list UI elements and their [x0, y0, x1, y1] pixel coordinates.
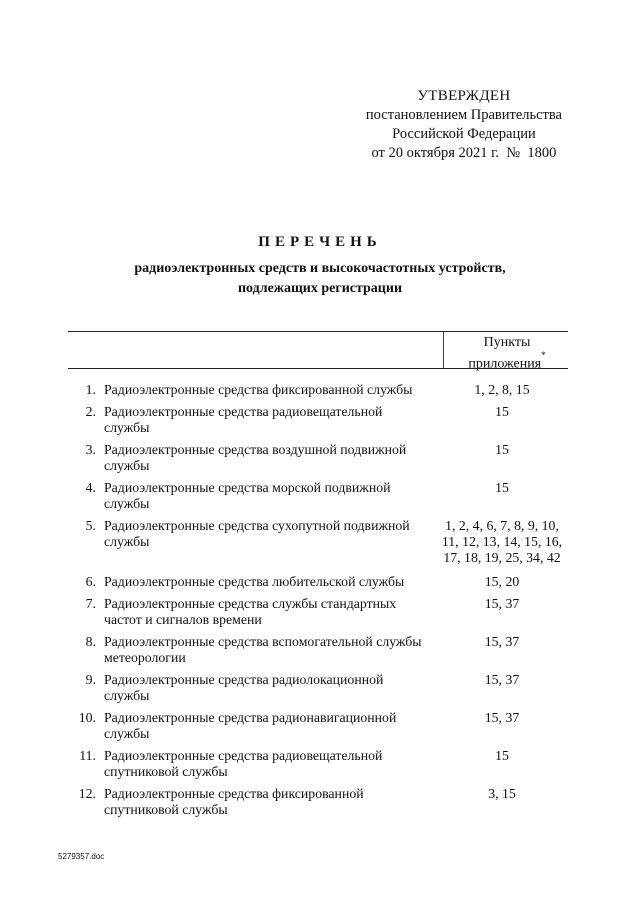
row-text: Радиоэлектронные средства вспомогательной службы метеорологии — [104, 634, 422, 665]
subtitle-line-1: радиоэлектронных средств и высокочастотных устройств, — [134, 261, 506, 276]
row-number: 1. — [85, 382, 96, 397]
table-row — [68, 672, 568, 704]
row-number: 11. — [79, 748, 96, 763]
footnote-mark: * — [541, 350, 546, 360]
row-text: Радиоэлектронные средства радионавигационной службы — [104, 710, 397, 741]
approval-block — [366, 87, 562, 163]
row-text: Радиоэлектронные средства морской подвижной службы — [104, 480, 391, 511]
table-row — [68, 382, 568, 398]
approval-heading: УТВЕРЖДЕН — [417, 88, 511, 104]
row-number: 3. — [85, 442, 96, 457]
row-points: 15, 37 — [484, 710, 520, 725]
row-text: Радиоэлектронные средства фиксированной службы — [104, 382, 413, 397]
row-points: 15 — [495, 442, 509, 457]
table-header-divider — [443, 332, 444, 368]
row-number: 10. — [78, 710, 96, 725]
column-header-line-2 — [447, 351, 567, 373]
row-points: 15 — [495, 480, 509, 495]
approval-line-1: постановлением Правительства — [365, 107, 562, 123]
table-row — [68, 404, 568, 436]
row-points: 15 — [495, 748, 509, 763]
file-reference: 5279357.doc — [58, 852, 105, 861]
row-points: 3, 15 — [488, 786, 516, 801]
row-points: 1, 2, 4, 6, 7, 8, 9, 10, 11, 12, 13, 14, 15, 16, 17, 18, 19, 25, 34, 42 — [441, 518, 563, 565]
row-points: 15 — [495, 404, 509, 419]
row-number: 12. — [78, 786, 96, 801]
document-title: ПЕРЕЧЕНЬ — [258, 234, 382, 250]
table-header-rule — [68, 368, 568, 369]
table-row — [68, 596, 568, 628]
table-top-rule — [68, 331, 568, 332]
row-points: 15, 37 — [484, 672, 520, 687]
approval-line-2: Российской Федерации — [392, 126, 536, 142]
row-text: Радиоэлектронные средства любительской службы — [104, 574, 405, 589]
row-number: 8. — [85, 634, 96, 649]
row-text: Радиоэлектронные средства радиолокационной службы — [104, 672, 384, 703]
column-header-points — [447, 334, 567, 373]
table-row — [68, 786, 568, 818]
row-text: Радиоэлектронные средства воздушной подвижной службы — [104, 442, 407, 473]
row-points: 15, 37 — [484, 634, 520, 649]
row-points: 15, 37 — [484, 596, 520, 611]
row-number: 5. — [85, 518, 96, 533]
row-text: Радиоэлектронные средства службы стандартных частот и сигналов времени — [104, 596, 397, 627]
subtitle-line-2: подлежащих регистрации — [237, 281, 403, 296]
row-number: 9. — [85, 672, 96, 687]
table-body — [68, 382, 568, 818]
column-header-line-1: Пункты — [483, 335, 531, 350]
table-row — [68, 442, 568, 474]
row-text: Радиоэлектронные средства радиовещательной службы — [104, 404, 383, 435]
row-text: Радиоэлектронные средства фиксированной спутниковой службы — [104, 786, 364, 817]
row-text: Радиоэлектронные средства сухопутной подвижной службы — [104, 518, 410, 549]
row-points: 1, 2, 8, 15 — [474, 382, 530, 397]
row-number: 6. — [85, 574, 96, 589]
table-row — [68, 710, 568, 742]
approval-line-3: от 20 октября 2021 г. № 1800 — [371, 145, 557, 161]
row-number: 2. — [85, 404, 96, 419]
table-row — [68, 574, 568, 590]
table-row — [68, 480, 568, 512]
row-text: Радиоэлектронные средства радиовещательной спутниковой службы — [104, 748, 383, 779]
column-header-text: приложения — [468, 356, 542, 372]
row-number: 7. — [85, 596, 96, 611]
row-number: 4. — [85, 480, 96, 495]
table-row — [68, 634, 568, 666]
document-subtitle — [0, 259, 640, 299]
table-row — [68, 748, 568, 780]
table-row — [68, 518, 568, 566]
row-points: 15, 20 — [484, 574, 520, 589]
